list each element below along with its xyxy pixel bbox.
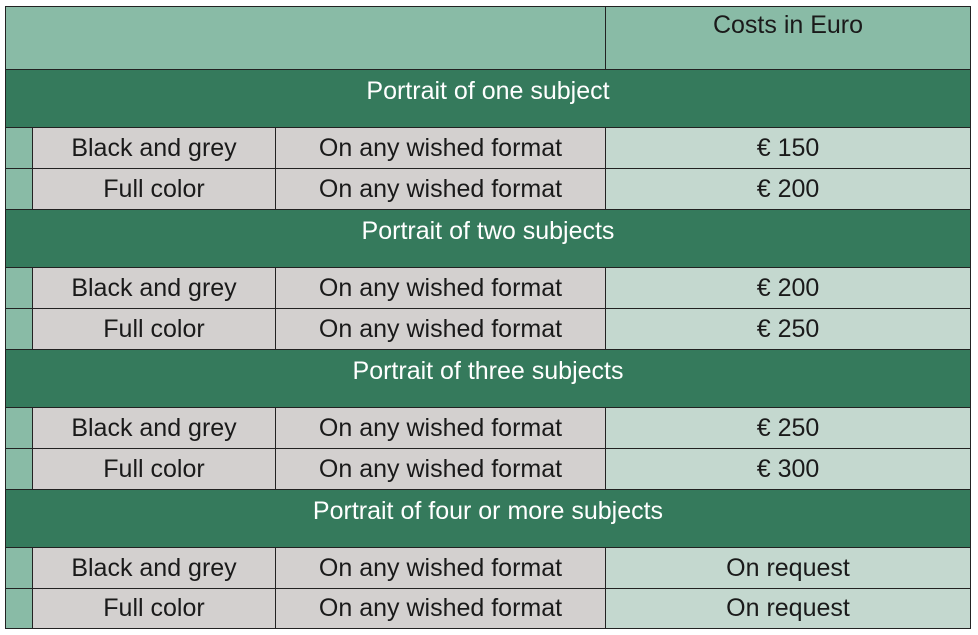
format-cell: On any wished format (276, 408, 606, 448)
format-cell: On any wished format (276, 309, 606, 349)
price-cell: € 200 (606, 268, 970, 308)
format-cell: On any wished format (276, 449, 606, 489)
section-title: Portrait of three subjects (352, 357, 624, 385)
section-header (5, 349, 971, 407)
costs-header: Costs in Euro (712, 11, 864, 39)
row-strip (6, 449, 33, 489)
color-type-cell: Black and grey (33, 128, 276, 168)
row-strip (6, 309, 33, 349)
price-cell: € 250 (606, 408, 970, 448)
format-cell: On any wished format (276, 589, 606, 628)
row-strip (6, 268, 33, 308)
table-row (5, 407, 971, 448)
price-cell: € 300 (606, 449, 970, 489)
price-cell: On request (606, 548, 970, 588)
row-strip (6, 408, 33, 448)
row-strip (6, 589, 33, 628)
color-type-cell: Full color (33, 589, 276, 628)
table-row (5, 127, 971, 168)
color-type-cell: Full color (33, 169, 276, 209)
section-header (5, 489, 971, 547)
table-row (5, 168, 971, 209)
color-type-cell: Full color (33, 309, 276, 349)
section-title: Portrait of four or more subjects (312, 497, 664, 525)
row-strip (6, 128, 33, 168)
table-row (5, 547, 971, 588)
section-title: Portrait of two subjects (361, 217, 615, 245)
table-header-row (5, 6, 971, 69)
format-cell: On any wished format (276, 169, 606, 209)
color-type-cell: Black and grey (33, 268, 276, 308)
price-cell: € 150 (606, 128, 970, 168)
pricing-table (5, 6, 971, 629)
color-type-cell: Black and grey (33, 548, 276, 588)
price-cell: € 250 (606, 309, 970, 349)
section-header (5, 69, 971, 127)
price-cell: € 200 (606, 169, 970, 209)
row-strip (6, 548, 33, 588)
table-row (5, 588, 971, 629)
header-blank-cell (6, 7, 606, 69)
row-strip (6, 169, 33, 209)
format-cell: On any wished format (276, 268, 606, 308)
price-cell: On request (606, 589, 970, 628)
color-type-cell: Black and grey (33, 408, 276, 448)
table-row (5, 267, 971, 308)
section-title: Portrait of one subject (366, 77, 610, 105)
section-header (5, 209, 971, 267)
color-type-cell: Full color (33, 449, 276, 489)
table-row (5, 308, 971, 349)
table-row (5, 448, 971, 489)
format-cell: On any wished format (276, 128, 606, 168)
format-cell: On any wished format (276, 548, 606, 588)
